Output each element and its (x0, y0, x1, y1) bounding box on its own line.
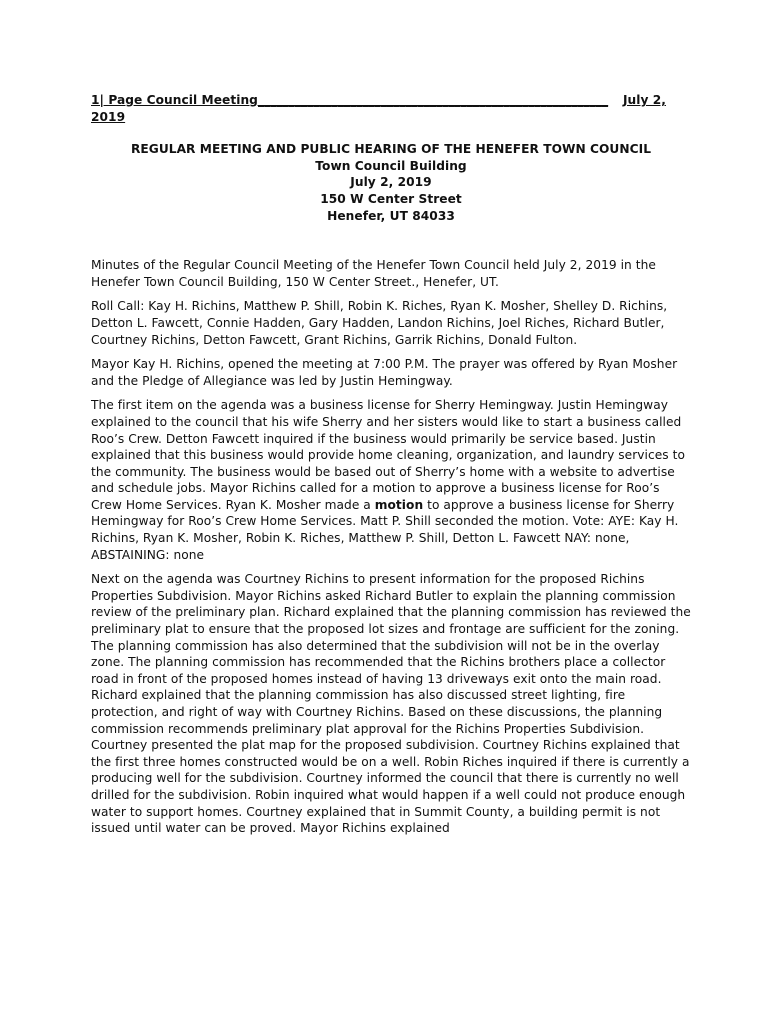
meeting-city: Henefer, UT 84033 (327, 208, 455, 223)
business-license-text-a: The first item on the agenda was a business license for Sherry Hemingway. Justin Hemingway explained to the council that his wife Sherry and her sisters would like to start a business called Roo’s Crew. Detton Fawcett inquired if the business would primarily be service based. Justin explained that this business would provide home cleaning, organization, and laundry services to the community. The business would be based out of Sherry’s home with a website to advertise and schedule jobs. Mayor Richins called for a motion to approve a business license for Roo’s Crew Home Services. Ryan K. Mosher made a (91, 398, 685, 512)
header-date: July 2, (622, 93, 666, 107)
meeting-street: 150 W Center Street (320, 191, 462, 206)
page-header (91, 92, 666, 109)
meeting-title-block (91, 141, 691, 224)
motion-bold-word: motion (374, 497, 424, 512)
opening-paragraph: Mayor Kay H. Richins, opened the meeting at 7:00 P.M. The prayer was offered by Ryan Mosher and the Pledge of Allegiance was led by Justin Hemingway. (91, 357, 678, 388)
header-underscore-fill: _________________________________________________________ (257, 93, 609, 107)
subdivision-paragraph: Next on the agenda was Courtney Richins to present information for the proposed Richins Properties Subdivision. Mayor Richins asked Richard Butler to explain the planning commission review of the preliminary plan. Richard explained that the planning commission has reviewed the preliminary plat to ensure that the proposed lot sizes and frontage are sufficient for the zoning. The planning commission has also determined that the subdivision will not be in the overlay zone. The planning commission has recommended that the Richins brothers place a collector road in front of the proposed homes instead of having 13 driveways exit onto the main road. Richard explained that the planning commission has also discussed street lighting, fire protection, and right of way with Courtney Richins. Based on these discussions, the planning commission recommends preliminary plat approval for the Richins Properties Subdivision. Courtney presented the plat map for the proposed subdivision. Courtney Richins explained that the first three homes constructed would be on a well. Robin Riches inquired if there is currently a producing well for the subdivision. Courtney informed the council that there is currently no well drilled for the subdivision. Robin inquired what would happen if a well could not produce enough water to support homes. Courtney explained that in Summit County, a building permit is not issued until water can be proved. Mayor Richins explained (91, 572, 691, 836)
header-left: 1| Page Council Meeting (91, 93, 258, 107)
roll-call-paragraph: Roll Call: Kay H. Richins, Matthew P. Shill, Robin K. Riches, Ryan K. Mosher, Shelley D. Richins, Detton L. Fawcett, Connie Hadden, Gary Hadden, Landon Richins, Joel Riches, Richard Butler, Courtney Richins, Detton Fawcett, Grant Richins, Garrik Richins, Donald Fulton. (91, 299, 668, 347)
business-license-paragraph (91, 397, 691, 563)
meeting-date: July 2, 2019 (350, 175, 432, 190)
business-license-text-b: to approve a business license for Sherry Hemingway for Roo’s Crew Home Services. Matt P. Shill seconded the motion. Vote: AYE: Kay H. Richins, Ryan K. Mosher, Robin K. Riches, Matthew P. Shill, Detton L. Fawcett NAY: none, ABSTAINING: none (91, 497, 679, 562)
meeting-location: Town Council Building (315, 158, 467, 173)
header-year: 2019 (91, 109, 126, 124)
document-page (91, 92, 691, 845)
meeting-title: REGULAR MEETING AND PUBLIC HEARING OF THE HENEFER TOWN COUNCIL (130, 142, 652, 157)
minutes-intro-paragraph: Minutes of the Regular Council Meeting of the Henefer Town Council held July 2, 2019 in the Henefer Town Council Building, 150 W Center Street., Henefer, UT. (91, 258, 656, 289)
